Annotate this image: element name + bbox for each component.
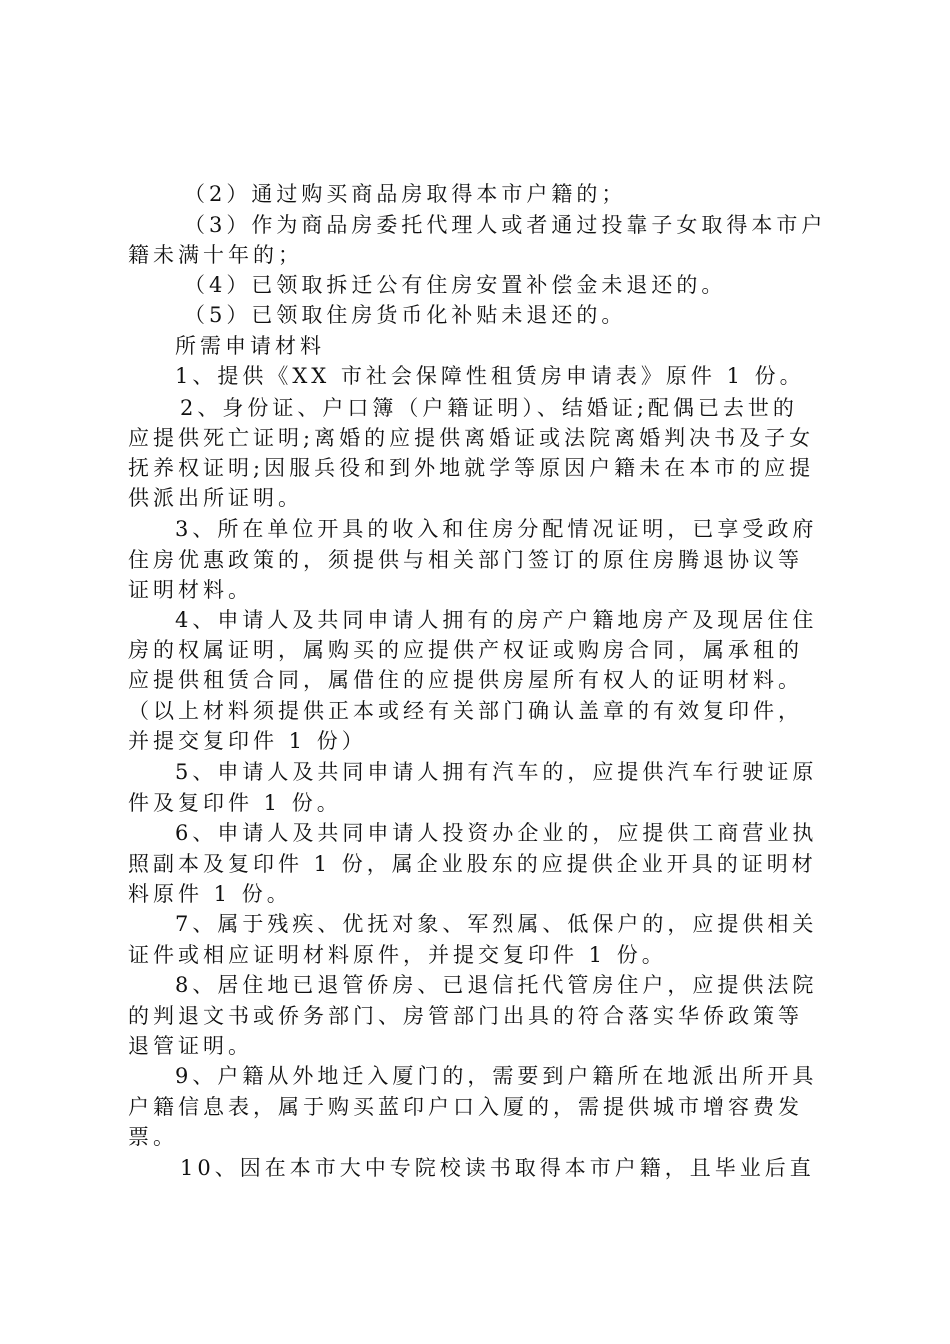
text-line: 6、申请人及共同申请人投资办企业的，应提供工商营业执 bbox=[175, 821, 818, 845]
text-line: （4）已领取拆迁公有住房安置补偿金未退还的。 bbox=[184, 273, 727, 297]
text-line: 8、居住地已退管侨房、已退信托代管房住户，应提供法院 bbox=[175, 973, 818, 997]
text-line: 供派出所证明。 bbox=[128, 486, 303, 510]
text-line: 房的权属证明，属购买的应提供产权证或购房合同，属承租的 bbox=[128, 638, 803, 662]
text-line: 照副本及复印件 1 份，属企业股东的应提供企业开具的证明材 bbox=[128, 852, 817, 876]
text-line: 证明材料。 bbox=[128, 578, 253, 602]
text-line: 票。 bbox=[128, 1125, 178, 1149]
text-line: （以上材料须提供正本或经有关部门确认盖章的有效复印件， bbox=[128, 699, 803, 723]
text-line: 证件或相应证明材料原件，并提交复印件 1 份。 bbox=[128, 943, 667, 967]
text-line: 退管证明。 bbox=[128, 1034, 253, 1058]
text-line: 籍未满十年的； bbox=[128, 243, 303, 267]
text-line: 应提供死亡证明;离婚的应提供离婚证或法院离婚判决书及子女 bbox=[128, 426, 815, 450]
text-line: 户籍信息表，属于购买蓝印户口入厦的，需提供城市增容费发 bbox=[128, 1095, 803, 1119]
text-line: （3）作为商品房委托代理人或者通过投靠子女取得本市户 bbox=[184, 213, 827, 237]
text-line: 的判退文书或侨务部门、房管部门出具的符合落实华侨政策等 bbox=[128, 1004, 803, 1028]
text-line: 10、因在本市大中专院校读书取得本市户籍，且毕业后直 bbox=[180, 1156, 815, 1180]
text-line: 9、户籍从外地迁入厦门的，需要到户籍所在地派出所开具 bbox=[175, 1064, 818, 1088]
text-line: 件及复印件 1 份。 bbox=[128, 791, 342, 815]
text-line: 住房优惠政策的，须提供与相关部门签订的原住房腾退协议等 bbox=[128, 548, 803, 572]
text-line: （5）已领取住房货币化补贴未退还的。 bbox=[184, 303, 627, 327]
text-line: （2）通过购买商品房取得本市户籍的； bbox=[184, 182, 627, 206]
text-line: 抚养权证明;因服兵役和到外地就学等原因户籍未在本市的应提 bbox=[128, 456, 815, 480]
text-line: 5、申请人及共同申请人拥有汽车的，应提供汽车行驶证原 bbox=[175, 760, 818, 784]
text-line: 7、属于残疾、优抚对象、军烈属、低保户的，应提供相关 bbox=[175, 912, 818, 936]
text-line: 4、申请人及共同申请人拥有的房产户籍地房产及现居住住 bbox=[175, 608, 818, 632]
text-line: 3、所在单位开具的收入和住房分配情况证明，已享受政府 bbox=[175, 517, 818, 541]
text-line: 应提供租赁合同，属借住的应提供房屋所有权人的证明材料。 bbox=[128, 668, 803, 692]
text-line: 料原件 1 份。 bbox=[128, 882, 292, 906]
section-heading: 所需申请材料 bbox=[175, 334, 325, 358]
text-line: 1、提供《XX 市社会保障性租赁房申请表》原件 1 份。 bbox=[175, 364, 805, 388]
text-line: 并提交复印件 1 份） bbox=[128, 729, 367, 753]
text-line: 2、身份证、户口簿（户籍证明）、结婚证;配偶已去世的 bbox=[180, 396, 798, 420]
